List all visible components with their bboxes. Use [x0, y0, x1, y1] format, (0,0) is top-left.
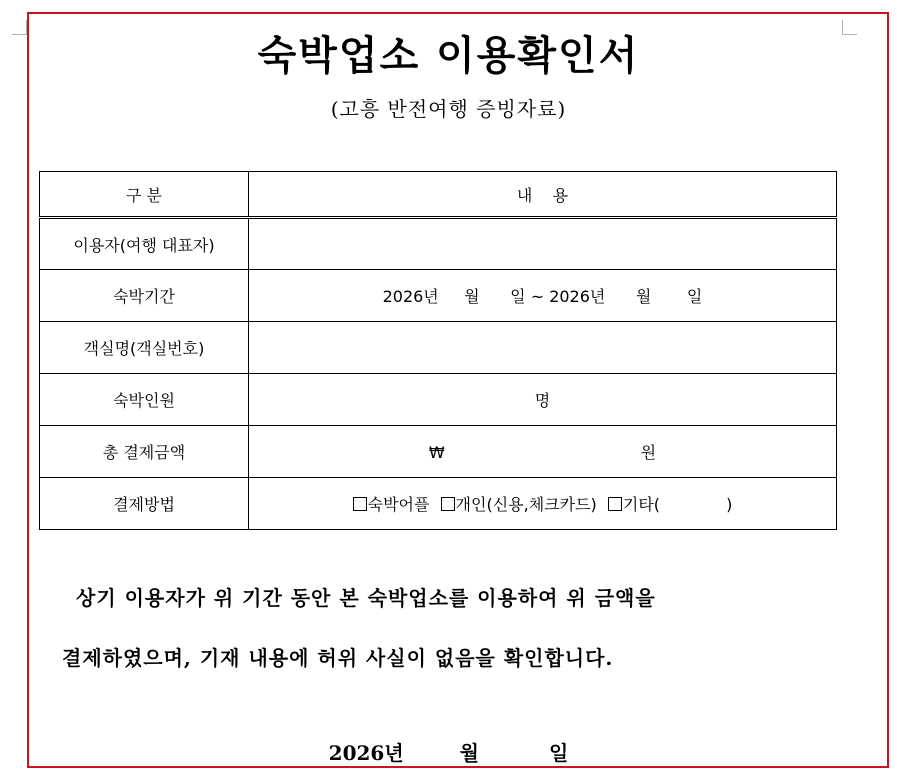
checkbox-icon[interactable]: [441, 497, 455, 511]
checkbox-icon[interactable]: [608, 497, 622, 511]
table-header-row: [40, 172, 837, 218]
confirmation-statement-line-2: 결제하였으며, 기재 내용에 허위 사실이 없음을 확인합니다.: [62, 646, 614, 670]
row-label-total-amount: 총 결제금액: [40, 426, 249, 478]
amount-unit: 원: [640, 443, 657, 462]
table-row: [40, 322, 837, 374]
row-label-room: 객실명(객실번호): [40, 322, 249, 374]
row-value-guests[interactable]: 명: [249, 374, 837, 426]
row-label-payment-method: 결제방법: [40, 478, 249, 530]
signature-date: [0, 737, 897, 766]
payment-option-app[interactable]: 숙박어플: [353, 495, 430, 514]
row-value-user[interactable]: [249, 218, 837, 270]
confirmation-statement-line-1: 상기 이용자가 위 기간 동안 본 숙박업소를 이용하여 위 금액을: [76, 586, 656, 610]
row-value-room[interactable]: [249, 322, 837, 374]
row-value-stay-period[interactable]: 2026년 월 일 ~ 2026년 월 일: [249, 270, 837, 322]
row-value-total-amount[interactable]: [249, 426, 837, 478]
row-label-user: 이용자(여행 대표자): [40, 218, 249, 270]
payment-option-card[interactable]: 개인(신용,체크카드): [441, 495, 597, 514]
header-category: 구 분: [40, 172, 249, 218]
checkbox-icon[interactable]: [353, 497, 367, 511]
payment-option-other[interactable]: 기타( ): [608, 495, 733, 514]
info-table: [39, 171, 837, 530]
table-row: [40, 270, 837, 322]
row-value-payment-method: [249, 478, 837, 530]
row-label-guests: 숙박인원: [40, 374, 249, 426]
table-row: [40, 426, 837, 478]
currency-symbol: ₩: [428, 443, 445, 462]
document-title: 숙박업소 이용확인서: [257, 33, 640, 79]
header-content: 내 용: [249, 172, 837, 218]
row-label-stay-period: 숙박기간: [40, 270, 249, 322]
table-row: [40, 478, 837, 530]
date-year: 2026년: [328, 741, 404, 765]
table-row: [40, 218, 837, 270]
date-month: 월: [459, 741, 479, 765]
date-day: 일: [548, 741, 569, 765]
table-row: [40, 374, 837, 426]
document-subtitle: (고흥 반전여행 증빙자료): [330, 97, 567, 121]
